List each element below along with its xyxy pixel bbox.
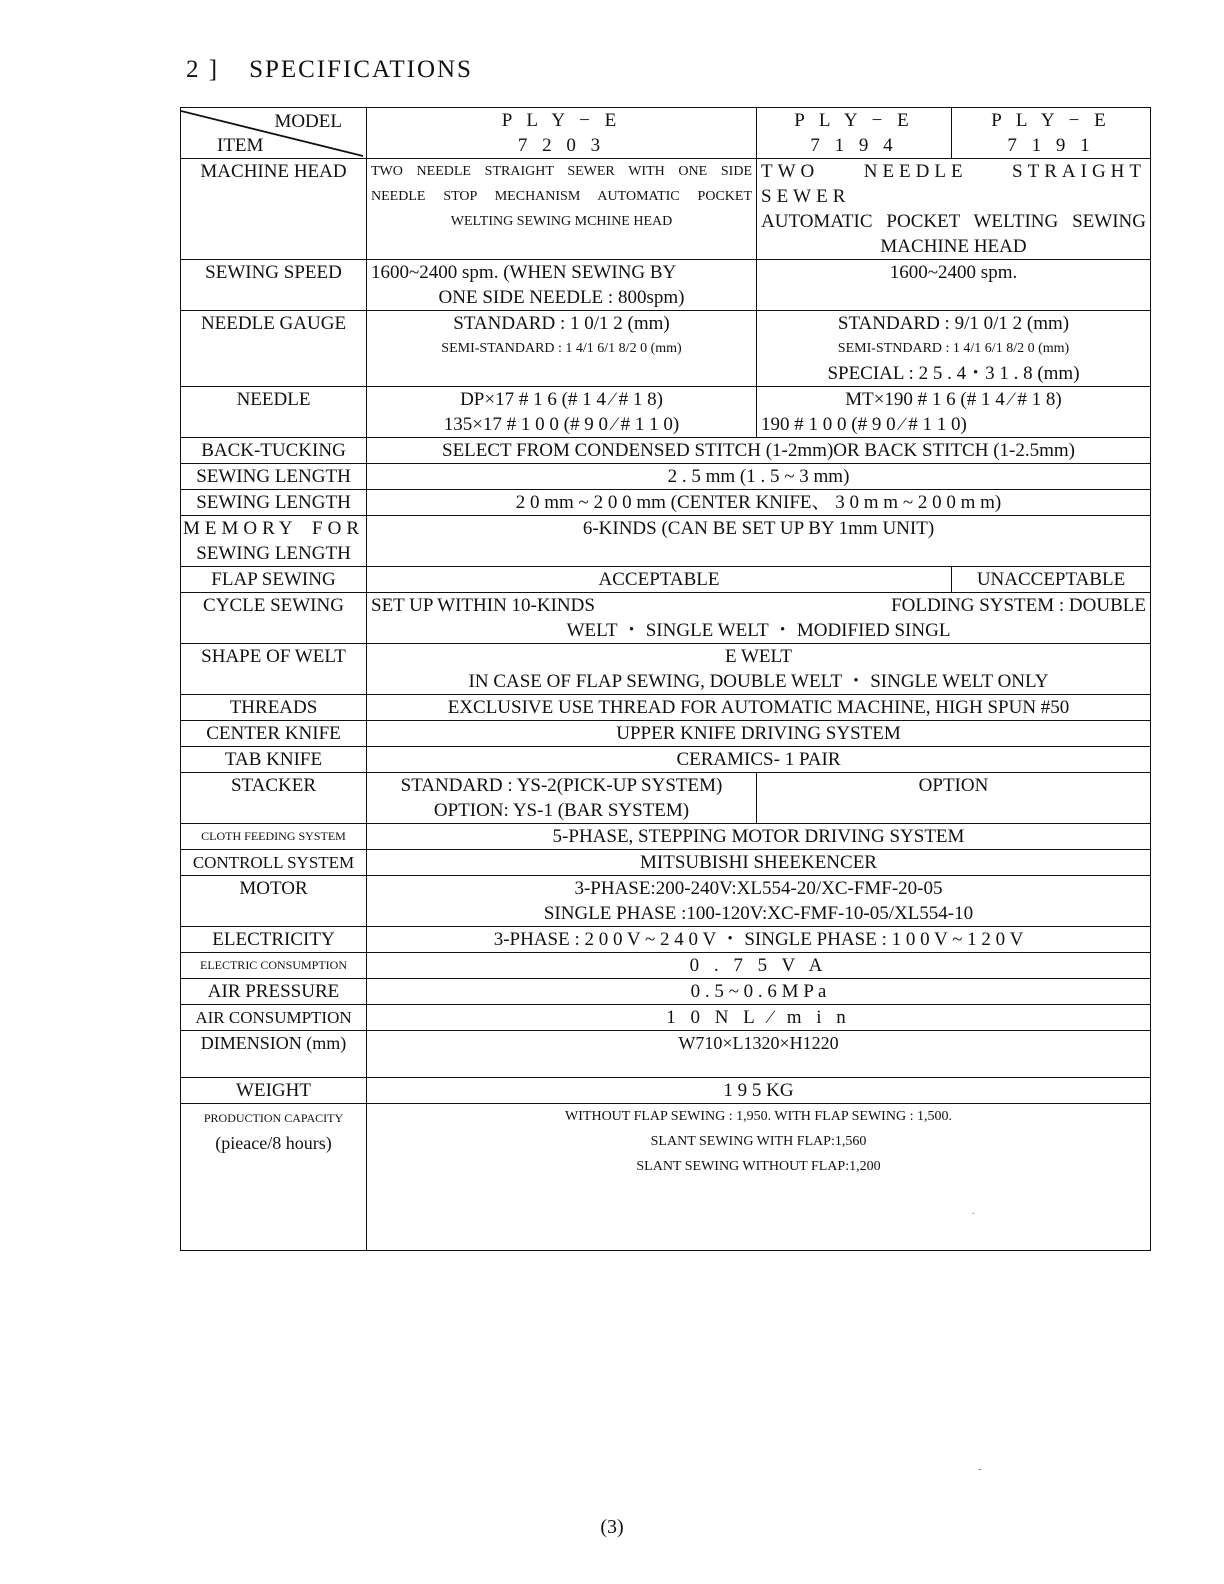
item-back-tucking: BACK-TUCKING — [181, 438, 367, 464]
value-stacker-7194-7191: OPTION — [757, 773, 1151, 824]
section-title — [186, 56, 473, 84]
model-label: MODEL — [274, 111, 342, 132]
section-title-text: SPECIFICATIONS — [249, 56, 473, 83]
item-center-knife: CENTER KNIFE — [181, 721, 367, 747]
value-stacker-7203: STANDARD : YS-2(PICK-UP SYSTEM) OPTION: YS-1 (BAR SYSTEM) — [367, 773, 757, 824]
row-sewing-length-2 — [181, 490, 1151, 516]
value-motor: 3-PHASE:200-240V:XL554-20/XC-FMF-20-05 SINGLE PHASE :100-120V:XC-FMF-10-05/XL554-10 — [367, 876, 1151, 927]
value-production-capacity: WITHOUT FLAP SEWING : 1,950. WITH FLAP SEWING : 1,500. SLANT SEWING WITH FLAP:1,560 SLANT SEWING WITHOUT FLAP:1,200 — [367, 1104, 1151, 1251]
item-cycle-sewing: CYCLE SEWING — [181, 593, 367, 644]
value-electric-consumption: 0 . 7 5 V A — [367, 953, 1151, 979]
row-back-tucking — [181, 438, 1151, 464]
value-air-consumption: 1 0 N L ∕ m i n — [367, 1005, 1151, 1031]
item-cloth-feeding: CLOTH FEEDING SYSTEM — [181, 824, 367, 850]
page-number: (3) — [600, 1516, 624, 1538]
scan-speck: - — [978, 1464, 982, 1475]
item-flap-sewing: FLAP SEWING — [181, 567, 367, 593]
item-air-pressure: AIR PRESSURE — [181, 979, 367, 1005]
row-center-knife — [181, 721, 1151, 747]
value-flap-sewing-acceptable: ACCEPTABLE — [367, 567, 952, 593]
value-dimension: W710×L1320×H1220 — [367, 1031, 1151, 1078]
row-shape-of-welt — [181, 644, 1151, 695]
item-control-system: CONTROLL SYSTEM — [181, 850, 367, 876]
item-air-consumption: AIR CONSUMPTION — [181, 1005, 367, 1031]
row-needle — [181, 387, 1151, 438]
row-flap-sewing — [181, 567, 1151, 593]
item-sewing-length-2: SEWING LENGTH — [181, 490, 367, 516]
item-stacker: STACKER — [181, 773, 367, 824]
value-weight: 1 9 5 KG — [367, 1078, 1151, 1104]
row-dimension — [181, 1031, 1151, 1078]
item-tab-knife: TAB KNIFE — [181, 747, 367, 773]
value-machine-head-7203: TWO NEEDLE STRAIGHT SEWER WITH ONE SIDE NEEDLE STOP MECHANISM AUTOMATIC POCKET WELTING SEWING MCHINE HEAD — [367, 159, 757, 260]
item-electricity: ELECTRICITY — [181, 927, 367, 953]
row-threads — [181, 695, 1151, 721]
row-electric-consumption — [181, 953, 1151, 979]
row-memory — [181, 516, 1151, 567]
row-sewing-length-1 — [181, 464, 1151, 490]
item-label: ITEM — [217, 135, 264, 156]
row-production-capacity — [181, 1104, 1151, 1251]
item-needle-gauge: NEEDLE GAUGE — [181, 311, 367, 387]
row-machine-head — [181, 159, 1151, 260]
scan-speck: . — [972, 1206, 975, 1217]
row-needle-gauge — [181, 311, 1151, 387]
item-electric-consumption: ELECTRIC CONSUMPTION — [181, 953, 367, 979]
value-shape-of-welt: E WELT IN CASE OF FLAP SEWING, DOUBLE WELT ・ SINGLE WELT ONLY — [367, 644, 1151, 695]
value-electricity: 3-PHASE : 2 0 0 V ~ 2 4 0 V ・ SINGLE PHASE : 1 0 0 V ~ 1 2 0 V — [367, 927, 1151, 953]
row-tab-knife — [181, 747, 1151, 773]
value-needle-7194-7191: MT×190 # 1 6 (# 1 4 ∕ # 1 8) 190 # 1 0 0 (# 9 0 ∕ # 1 1 0) — [757, 387, 1151, 438]
row-electricity — [181, 927, 1151, 953]
section-number: 2 ] — [186, 56, 220, 83]
item-sewing-length-1: SEWING LENGTH — [181, 464, 367, 490]
row-air-consumption — [181, 1005, 1151, 1031]
row-control-system — [181, 850, 1151, 876]
row-weight — [181, 1078, 1151, 1104]
item-weight: WEIGHT — [181, 1078, 367, 1104]
row-air-pressure — [181, 979, 1151, 1005]
row-cycle-sewing — [181, 593, 1151, 644]
model-7194-header: P L Y − E 7 1 9 4 — [757, 108, 952, 159]
value-cloth-feeding: 5-PHASE, STEPPING MOTOR DRIVING SYSTEM — [367, 824, 1151, 850]
item-motor: MOTOR — [181, 876, 367, 927]
value-back-tucking: SELECT FROM CONDENSED STITCH (1-2mm)OR BACK STITCH (1-2.5mm) — [367, 438, 1151, 464]
row-sewing-speed — [181, 260, 1151, 311]
value-flap-sewing-unacceptable: UNACCEPTABLE — [952, 567, 1151, 593]
item-production-capacity: PRODUCTION CAPACITY (pieace/8 hours) — [181, 1104, 367, 1251]
model-7203-header: P L Y − E 7 2 0 3 — [367, 108, 757, 159]
value-sewing-length-1: 2 . 5 mm (1 . 5 ~ 3 mm) — [367, 464, 1151, 490]
row-motor — [181, 876, 1151, 927]
value-machine-head-7194-7191: TWO NEEDLE STRAIGHT SEWER AUTOMATIC POCKET WELTING SEWING MACHINE HEAD — [757, 159, 1151, 260]
model-7191-header: P L Y − E 7 1 9 1 — [952, 108, 1151, 159]
value-air-pressure: 0 . 5 ~ 0 . 6 M P a — [367, 979, 1151, 1005]
value-threads: EXCLUSIVE USE THREAD FOR AUTOMATIC MACHINE, HIGH SPUN #50 — [367, 695, 1151, 721]
value-memory: 6-KINDS (CAN BE SET UP BY 1mm UNIT) — [367, 516, 1151, 567]
item-threads: THREADS — [181, 695, 367, 721]
value-tab-knife: CERAMICS- 1 PAIR — [367, 747, 1151, 773]
specifications-table — [180, 107, 1151, 1251]
item-dimension: DIMENSION (mm) — [181, 1031, 367, 1078]
value-center-knife: UPPER KNIFE DRIVING SYSTEM — [367, 721, 1151, 747]
item-machine-head: MACHINE HEAD — [181, 159, 367, 260]
item-shape-of-welt: SHAPE OF WELT — [181, 644, 367, 695]
value-sewing-speed-7203: 1600~2400 spm. (WHEN SEWING BY ONE SIDE NEEDLE : 800spm) — [367, 260, 757, 311]
value-needle-gauge-7203: STANDARD : 1 0/1 2 (mm) SEMI-STANDARD : 1 4/1 6/1 8/2 0 (mm) — [367, 311, 757, 387]
value-sewing-speed-7194-7191: 1600~2400 spm. — [757, 260, 1151, 311]
item-needle: NEEDLE — [181, 387, 367, 438]
value-needle-7203: DP×17 # 1 6 (# 1 4 ∕ # 1 8) 135×17 # 1 0 0 (# 9 0 ∕ # 1 1 0) — [367, 387, 757, 438]
row-stacker — [181, 773, 1151, 824]
header-diagonal-cell — [181, 108, 367, 159]
header-row — [181, 108, 1151, 159]
item-sewing-speed: SEWING SPEED — [181, 260, 367, 311]
value-needle-gauge-7194-7191: STANDARD : 9/1 0/1 2 (mm) SEMI-STNDARD : 1 4/1 6/1 8/2 0 (mm) SPECIAL : 2 5 . 4・3 1 . 8 (mm) — [757, 311, 1151, 387]
value-sewing-length-2: 2 0 mm ~ 2 0 0 mm (CENTER KNIFE、 3 0 m m ~ 2 0 0 m m) — [367, 490, 1151, 516]
row-cloth-feeding — [181, 824, 1151, 850]
value-cycle-sewing: SET UP WITHIN 10-KINDS FOLDING SYSTEM : DOUBLE WELT ・ SINGLE WELT ・ MODIFIED SINGL — [367, 593, 1151, 644]
value-control-system: MITSUBISHI SHEEKENCER — [367, 850, 1151, 876]
item-memory: MEMORY FOR SEWING LENGTH — [181, 516, 367, 567]
